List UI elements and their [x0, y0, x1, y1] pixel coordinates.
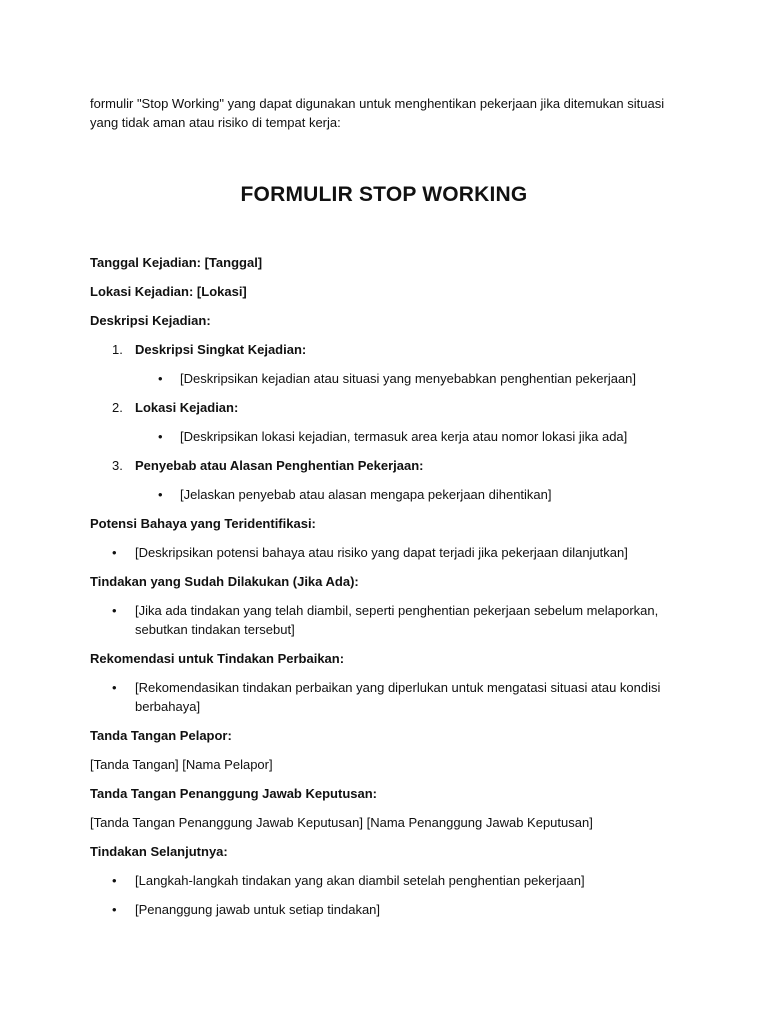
bullet-item [90, 900, 678, 919]
bullet-icon [112, 543, 117, 562]
field-lokasi: Lokasi Kejadian: [Lokasi] [90, 284, 247, 299]
bullet-icon [112, 678, 117, 697]
bullet-icon [158, 427, 163, 446]
item-number: 1. [112, 342, 123, 357]
bullet-icon [158, 369, 163, 388]
item-label: Lokasi Kejadian: [135, 400, 239, 415]
numbered-item [90, 456, 678, 475]
bullet-icon [112, 900, 117, 919]
bullet-text: [Jika ada tindakan yang telah diambil, seperti penghentian pekerjaan sebelum melaporkan, sebutkan tindakan tersebut] [135, 603, 659, 637]
bullet-item [90, 871, 678, 890]
item-detail: [Deskripsikan kejadian atau situasi yang menyebabkan penghentian pekerjaan] [180, 371, 637, 386]
numbered-item [90, 398, 678, 417]
item-detail: [Deskripsikan lokasi kejadian, termasuk area kerja atau nomor lokasi jika ada] [180, 429, 628, 444]
form-title: FORMULIR STOP WORKING [240, 183, 528, 206]
item-detail: [Jelaskan penyebab atau alasan mengapa pekerjaan dihentikan] [180, 487, 552, 502]
item-label: Penyebab atau Alasan Penghentian Pekerjaan: [135, 458, 424, 473]
intro-paragraph: formulir "Stop Working" yang dapat digunakan untuk menghentikan pekerjaan jika ditemukan situasi yang tidak aman atau risiko di tempat kerja: [90, 96, 665, 130]
bullet-text: [Langkah-langkah tindakan yang akan diambil setelah penghentian pekerjaan] [135, 873, 585, 888]
numbered-item [90, 340, 678, 359]
sub-bullet-item [90, 427, 678, 446]
bullet-icon [158, 485, 163, 504]
penanggung-heading: Tanda Tangan Penanggung Jawab Keputusan: [90, 786, 377, 801]
bullet-text: [Penanggung jawab untuk setiap tindakan] [135, 902, 381, 917]
document-body [90, 94, 678, 919]
sub-bullet-item [90, 369, 678, 388]
pelapor-text: [Tanda Tangan] [Nama Pelapor] [90, 757, 273, 772]
bullet-item [90, 543, 678, 562]
bullet-item [90, 678, 678, 716]
field-tanggal: Tanggal Kejadian: [Tanggal] [90, 255, 263, 270]
deskripsi-heading: Deskripsi Kejadian: [90, 313, 211, 328]
bullet-icon [112, 601, 117, 620]
bullet-text: [Rekomendasikan tindakan perbaikan yang diperlukan untuk mengatasi situasi atau kondisi berbahaya] [135, 680, 661, 714]
selanjutnya-heading: Tindakan Selanjutnya: [90, 844, 228, 859]
item-number: 3. [112, 458, 123, 473]
bullet-icon [112, 871, 117, 890]
penanggung-text: [Tanda Tangan Penanggung Jawab Keputusan] [Nama Penanggung Jawab Keputusan] [90, 815, 593, 830]
bullet-item [90, 601, 678, 639]
pelapor-heading: Tanda Tangan Pelapor: [90, 728, 232, 743]
rekomendasi-heading: Rekomendasi untuk Tindakan Perbaikan: [90, 651, 345, 666]
bullet-text: [Deskripsikan potensi bahaya atau risiko yang dapat terjadi jika pekerjaan dilanjutkan] [135, 545, 628, 560]
sub-bullet-item [90, 485, 678, 504]
item-number: 2. [112, 400, 123, 415]
tindakan-heading: Tindakan yang Sudah Dilakukan (Jika Ada): [90, 574, 359, 589]
potensi-heading: Potensi Bahaya yang Teridentifikasi: [90, 516, 316, 531]
item-label: Deskripsi Singkat Kejadian: [135, 342, 307, 357]
